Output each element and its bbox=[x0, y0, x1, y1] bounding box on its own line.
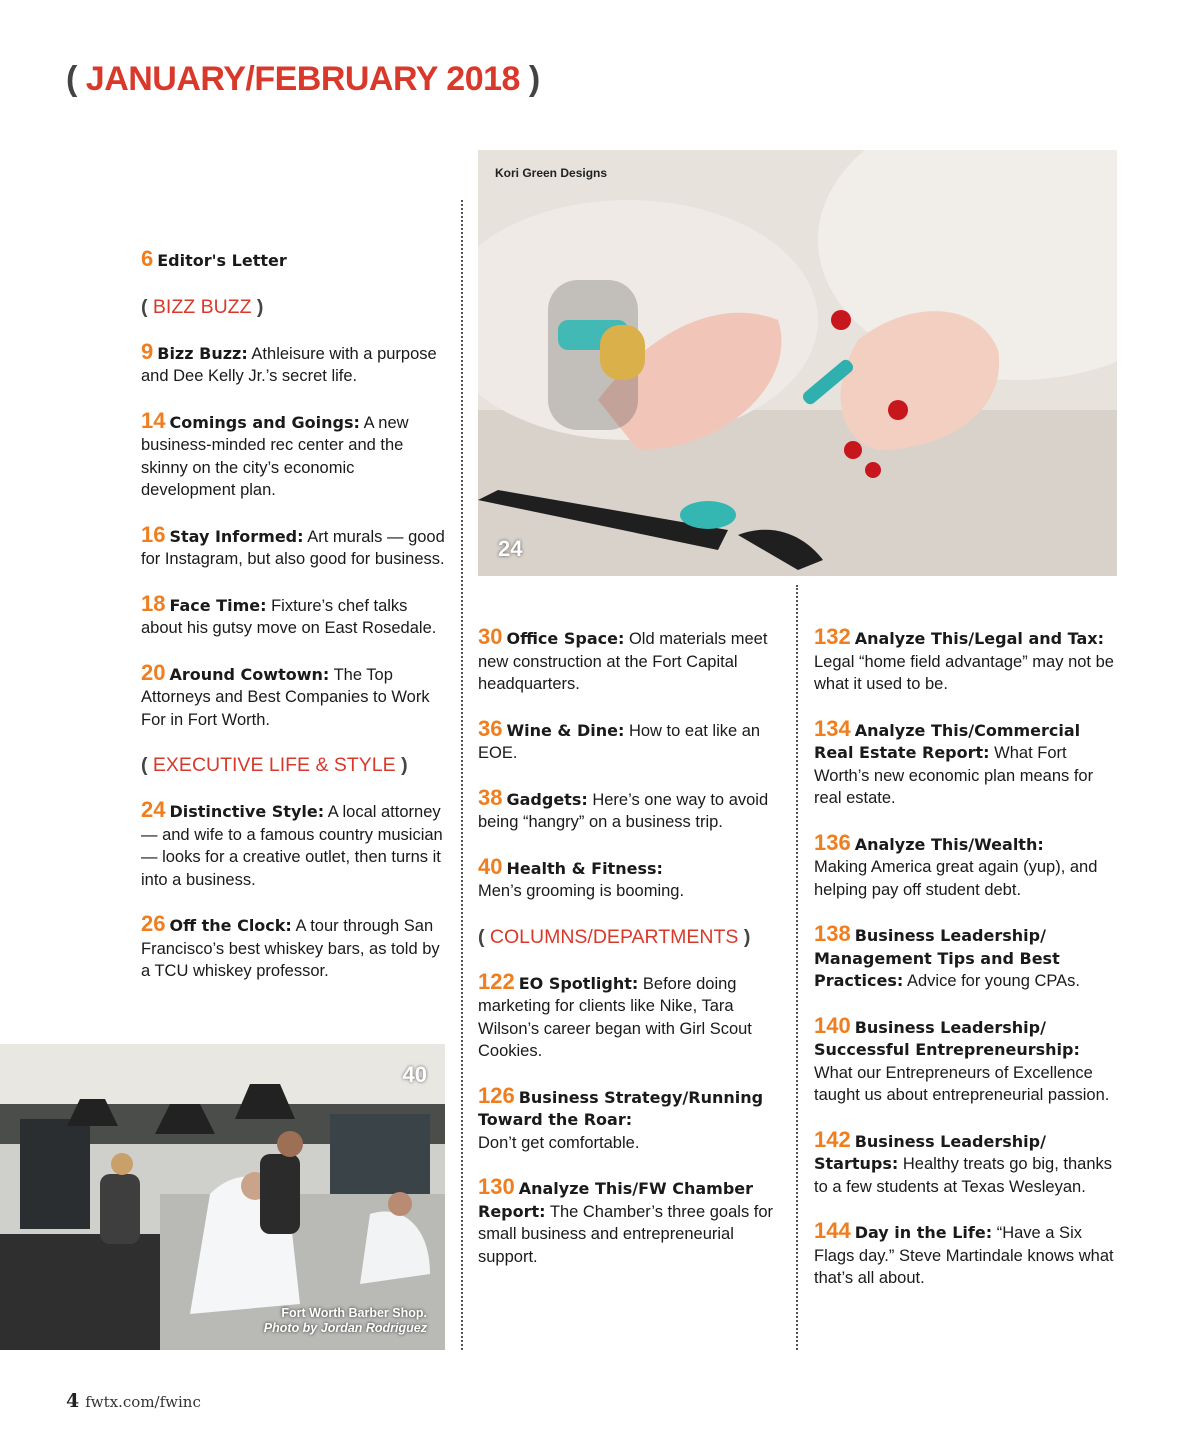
entry-page-number: 132 bbox=[814, 624, 851, 649]
entry-title: Office Space: bbox=[506, 629, 625, 648]
entry-description: Legal “home field advantage” may not be what it used to be. bbox=[814, 652, 1114, 693]
section-header-bizz-buzz bbox=[141, 295, 446, 319]
entry-page-number: 126 bbox=[478, 1082, 515, 1108]
entry-page-number: 24 bbox=[141, 797, 166, 822]
entry-title: Wine & Dine: bbox=[506, 720, 625, 740]
entry-page-number: 30 bbox=[478, 624, 503, 649]
barber-shop-illustration bbox=[0, 1044, 445, 1350]
section-header-columns bbox=[478, 925, 783, 949]
entry-title: Business Leadership/ Startups: bbox=[814, 1131, 1046, 1173]
title-close-paren: ) bbox=[528, 60, 540, 98]
entry-description: Art murals — good for Instagram, but also good for business. bbox=[141, 527, 445, 568]
entry-page-number: 26 bbox=[141, 911, 166, 936]
entry-page-number: 140 bbox=[814, 1012, 851, 1038]
toc-entry[interactable] bbox=[478, 626, 783, 696]
toc-entry[interactable] bbox=[814, 829, 1114, 902]
jewelry-hands-illustration bbox=[478, 150, 1117, 576]
entry-page-number: 136 bbox=[814, 829, 851, 855]
footer-url[interactable]: fwtx.com/fwinc bbox=[85, 1393, 201, 1411]
entry-description: Advice for young CPAs. bbox=[906, 972, 1081, 990]
toc-column-2 bbox=[478, 626, 783, 1290]
photo-jewelry-hands bbox=[478, 150, 1117, 576]
entry-description: Making America great again (yup), and helping pay off student debt. bbox=[814, 858, 1098, 899]
entry-page-number: 142 bbox=[814, 1126, 851, 1152]
entry-title: Business Leadership/ Management Tips and Best Practices: bbox=[814, 926, 1060, 990]
section-label: COLUMNS/DEPARTMENTS bbox=[489, 925, 739, 948]
photo-credit: Kori Green Designs bbox=[495, 166, 608, 180]
open-paren: ( bbox=[141, 295, 148, 318]
section-label: BIZZ BUZZ bbox=[152, 295, 252, 318]
entry-description: Men’s grooming is booming. bbox=[478, 882, 685, 900]
issue-title-text: JANUARY/FEBRUARY 2018 bbox=[85, 60, 520, 98]
entry-title: Business Leadership/ Successful Entrepreneurship: bbox=[814, 1017, 1080, 1059]
toc-entry[interactable] bbox=[141, 799, 446, 891]
toc-entry[interactable] bbox=[814, 715, 1114, 810]
entry-description: Athleisure with a purpose and Dee Kelly Jr.’s secret life. bbox=[141, 344, 437, 385]
entry-page-number: 138 bbox=[814, 921, 851, 946]
section-header-executive bbox=[141, 753, 446, 777]
entry-description: Healthy treats go big, thanks to a few students at Texas Wesleyan. bbox=[814, 1155, 1112, 1196]
page-footer bbox=[66, 1390, 201, 1412]
entry-description: What Fort Worth’s new economic plan means for real estate. bbox=[814, 744, 1094, 807]
entry-page-number: 6 bbox=[141, 246, 154, 271]
entry-title: Health & Fitness: bbox=[506, 858, 663, 878]
toc-entry[interactable] bbox=[814, 923, 1114, 993]
entry-page-number: 14 bbox=[141, 407, 166, 433]
entry-description: The Chamber’s three goals for small business and entrepreneurial support. bbox=[478, 1202, 774, 1266]
entry-title: Business Strategy/Running Toward the Roar: bbox=[478, 1087, 764, 1129]
entry-description: “Have a Six Flags day.” Steve Martindale knows what that’s all about. bbox=[814, 1224, 1114, 1287]
entry-title: Day in the Life: bbox=[854, 1223, 993, 1242]
caption-line-2: Photo by Jordan Rodriguez bbox=[263, 1321, 427, 1335]
toc-entry[interactable] bbox=[141, 590, 446, 640]
entry-page-number: 36 bbox=[478, 715, 503, 741]
toc-entry[interactable] bbox=[478, 715, 783, 765]
toc-entry[interactable] bbox=[814, 1220, 1114, 1290]
entry-title: Bizz Buzz: bbox=[157, 343, 248, 363]
photo-page-number-40: 40 bbox=[402, 1062, 427, 1087]
open-paren: ( bbox=[141, 754, 148, 776]
toc-entry[interactable] bbox=[141, 913, 446, 983]
toc-entry[interactable] bbox=[478, 1082, 783, 1155]
entry-page-number: 122 bbox=[478, 968, 515, 994]
toc-entry[interactable] bbox=[141, 407, 446, 502]
entry-description: Before doing marketing for clients like Nike, Tara Wilson’s career began with Girl Scout Cookies. bbox=[478, 974, 752, 1060]
close-paren: ) bbox=[401, 754, 408, 776]
toc-entry[interactable] bbox=[478, 968, 783, 1063]
section-label: EXECUTIVE LIFE & STYLE bbox=[152, 754, 396, 776]
entry-description: A local attorney — and wife to a famous country musician — looks for a creative outlet, then turns it into a business. bbox=[141, 803, 443, 889]
entry-page-number: 40 bbox=[478, 853, 503, 879]
toc-entry[interactable] bbox=[814, 1012, 1114, 1107]
column-divider-1 bbox=[461, 200, 463, 1350]
entry-title: Analyze This/Legal and Tax: bbox=[854, 629, 1105, 648]
entry-title: Gadgets: bbox=[506, 789, 588, 809]
entry-page-number: 134 bbox=[814, 715, 851, 741]
toc-entry[interactable] bbox=[141, 248, 446, 273]
entry-page-number: 144 bbox=[814, 1218, 851, 1243]
entry-description: A tour through San Francisco’s best whiskey bars, as told by a TCU whiskey professor. bbox=[141, 917, 440, 980]
entry-title: Off the Clock: bbox=[169, 916, 292, 935]
entry-description: Don’t get comfortable. bbox=[478, 1133, 640, 1152]
toc-entry[interactable] bbox=[141, 659, 446, 732]
entry-title: Comings and Goings: bbox=[169, 412, 360, 432]
entry-title: EO Spotlight: bbox=[518, 973, 639, 993]
entry-title: Distinctive Style: bbox=[169, 802, 325, 821]
entry-description: Here’s one way to avoid being “hangry” on a business trip. bbox=[478, 790, 769, 831]
entry-title: Stay Informed: bbox=[169, 526, 304, 546]
folio-page-number: 4 bbox=[66, 1390, 80, 1412]
toc-entry[interactable] bbox=[478, 784, 783, 834]
toc-column-1 bbox=[141, 248, 446, 1005]
entry-title: Around Cowtown: bbox=[169, 664, 330, 684]
toc-entry[interactable] bbox=[478, 853, 783, 903]
close-paren: ) bbox=[256, 295, 264, 318]
entry-description: A new business-minded rec center and the skinny on the city’s economic development plan. bbox=[141, 413, 409, 499]
entry-title: Analyze This/FW Chamber Report: bbox=[478, 1179, 754, 1221]
entry-page-number: 18 bbox=[141, 590, 166, 616]
toc-entry[interactable] bbox=[141, 338, 446, 388]
toc-entry[interactable] bbox=[814, 626, 1114, 696]
entry-description: The Top Attorneys and Best Companies to Work For in Fort Worth. bbox=[141, 665, 430, 729]
entry-page-number: 16 bbox=[141, 521, 166, 547]
entry-title: Face Time: bbox=[169, 595, 267, 615]
entry-title: Editor's Letter bbox=[157, 251, 287, 270]
entry-description: Fixture’s chef talks about his gutsy move on East Rosedale. bbox=[141, 596, 437, 637]
photo-barber-shop bbox=[0, 1044, 445, 1350]
toc-column-3 bbox=[814, 626, 1114, 1312]
issue-title bbox=[66, 60, 540, 99]
entry-page-number: 38 bbox=[478, 784, 503, 810]
photo-caption bbox=[264, 1306, 427, 1336]
open-paren: ( bbox=[478, 925, 485, 948]
caption-line-1: Fort Worth Barber Shop. bbox=[281, 1306, 427, 1320]
entry-page-number: 20 bbox=[141, 659, 166, 685]
column-divider-2 bbox=[796, 585, 798, 1350]
toc-entry[interactable] bbox=[478, 1176, 783, 1268]
entry-description: How to eat like an EOE. bbox=[478, 721, 761, 762]
toc-entry[interactable] bbox=[141, 521, 446, 571]
entry-page-number: 9 bbox=[141, 338, 154, 364]
photo-page-number-24: 24 bbox=[498, 536, 523, 561]
close-paren: ) bbox=[743, 925, 751, 948]
entry-title: Analyze This/Wealth: bbox=[854, 834, 1044, 854]
entry-description: Old materials meet new construction at the Fort Capital headquarters. bbox=[478, 630, 768, 693]
title-open-paren: ( bbox=[66, 60, 77, 98]
toc-entry[interactable] bbox=[814, 1126, 1114, 1199]
entry-description: What our Entrepreneurs of Excellence taught us about entrepreneurial passion. bbox=[814, 1063, 1110, 1104]
entry-page-number: 130 bbox=[478, 1174, 515, 1199]
entry-title: Analyze This/Commercial Real Estate Report: bbox=[814, 720, 1081, 762]
